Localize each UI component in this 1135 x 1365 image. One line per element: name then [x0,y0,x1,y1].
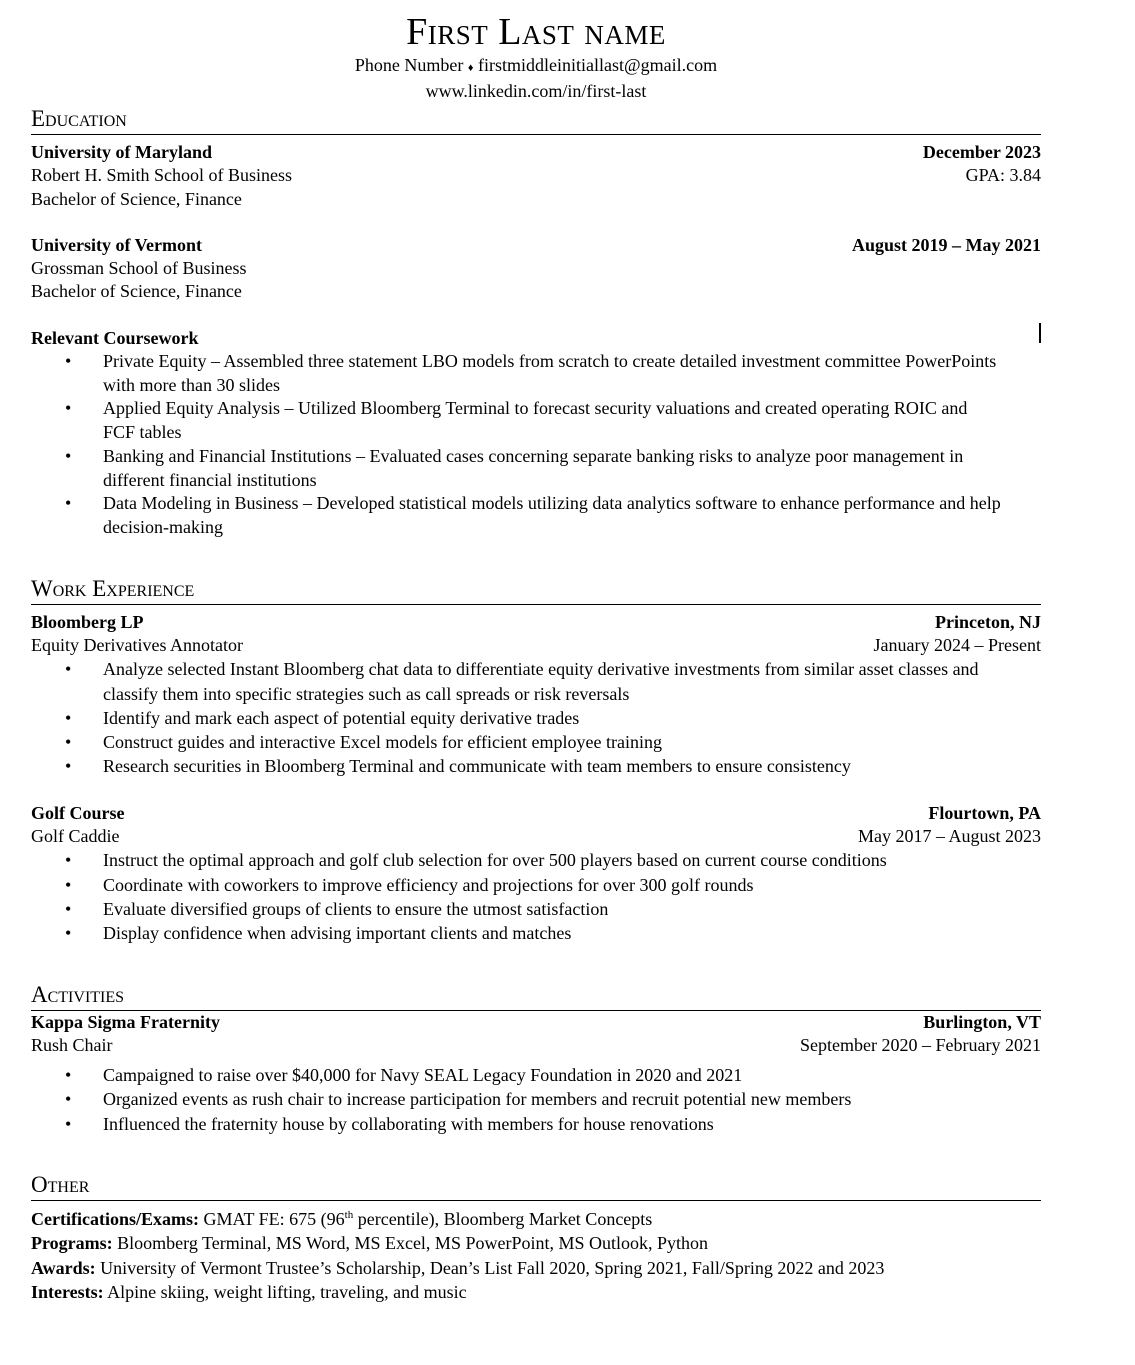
bullet-list [31,1063,1041,1136]
awards-text: University of Vermont Trustee’s Scholarship, Dean’s List Fall 2020, Spring 2021, Fall/Spring 2022 and 2023 [95,1257,885,1278]
spacer [31,779,1041,802]
row-left: Golf Course [31,802,125,823]
bullet-item: • Research securities in Bloomberg Terminal and communicate with team members to ensure consistency [31,754,1041,778]
education-line [31,164,1041,187]
education-header [31,141,1041,164]
cert-label: Certifications/Exams: [31,1209,199,1230]
coursework-heading: Relevant Coursework [31,327,199,348]
row-left: Bachelor of Science, Finance [31,188,242,209]
row-right: Burlington, VT [923,1011,1041,1032]
work-entries [31,611,1041,969]
awards-line [31,1256,1041,1280]
education-entries [31,141,1041,327]
entry-header [31,802,1041,825]
row-right: August 2019 – May 2021 [851,234,1041,255]
entry-header [31,1011,1041,1034]
bullet-item: • Analyze selected Instant Bloomberg chat data to differentiate equity derivative investments from similar asset classes and classify them into specific strategies such as call spreads or risk reversals [31,657,1041,706]
programs-line [31,1231,1041,1255]
bullet-item: • Influenced the fraternity house by collaborating with members for house renovations [31,1112,1041,1136]
row-right: December 2023 [922,142,1041,162]
coursework-list [31,350,1041,540]
bullet-list [31,657,1041,778]
interests-label: Interests: [31,1281,104,1302]
coursework-item: • Applied Equity Analysis – Utilized Bloomberg Terminal to forecast security valuations and created operating ROIC and FCF tables [31,397,1041,444]
entry-header [31,611,1041,634]
cert-sup: th [344,1209,354,1222]
entry-role [31,1034,1041,1057]
row-right: Flourtown, PA [928,802,1041,823]
row-left: Kappa Sigma Fraternity [31,1011,220,1032]
coursework-item: • Data Modeling in Business – Developed statistical models utilizing data analytics software to enhance performance and help decision-making [31,492,1041,539]
entry-role [31,634,1041,657]
education-line [31,257,1041,280]
row-left: Robert H. Smith School of Business [31,165,293,186]
contact-line [31,54,1041,80]
bullet-item: • Construct guides and interactive Excel models for efficient employee training [31,730,1041,754]
email: firstmiddleinitiallast@gmail.com [478,55,718,75]
spacer [31,211,1041,234]
linkedin: www.linkedin.com/in/first-last [425,81,647,101]
bullet-item: • Campaigned to raise over $40,000 for Navy SEAL Legacy Foundation in 2020 and 2021 [31,1063,1041,1087]
programs-label: Programs: [31,1233,113,1254]
row-right: September 2020 – February 2021 [800,1034,1041,1055]
section-heading-activities: Activities [31,982,1041,1011]
row-right: January 2024 – Present [873,635,1041,655]
education-line [31,188,1041,211]
row-left: University of Maryland [31,142,212,162]
row-right: Princeton, NJ [935,611,1041,632]
row-left: Grossman School of Business [31,258,247,279]
phone: Phone Number [354,55,464,75]
bullet-item: • Display confidence when advising important clients and matches [31,921,1041,945]
bullet-list [31,848,1041,945]
text-cursor [1039,323,1041,343]
row-right: May 2017 – August 2023 [857,826,1041,847]
bullet-item: • Identify and mark each aspect of potential equity derivative trades [31,706,1041,730]
row-left: Bloomberg LP [31,611,144,632]
programs-text: Bloomberg Terminal, MS Word, MS Excel, MS PowerPoint, MS Outlook, Python [112,1233,708,1254]
cert-text-2: percentile), Bloomberg Market Concepts [353,1209,653,1230]
bullet-item: • Evaluate diversified groups of clients to ensure the utmost satisfaction [31,897,1041,921]
cert-text: GMAT FE: 675 (96 [198,1209,345,1230]
activities-entries [31,1011,1041,1159]
section-heading-other: Other [31,1172,1041,1201]
row-left: Bachelor of Science, Finance [31,281,242,302]
row-left: Rush Chair [31,1034,113,1055]
awards-label: Awards: [31,1257,96,1278]
coursework-item: • Private Equity – Assembled three statement LBO models from scratch to create detailed investment committee PowerPoints with more than 30 slides [31,350,1041,397]
bullet-item: • Instruct the optimal approach and golf club selection for over 500 players based on current course conditions [31,848,1041,872]
spacer [31,946,1041,969]
spacer [31,1136,1041,1159]
bullet-item: • Organized events as rush chair to increase participation for members and recruit potential new members [31,1087,1041,1111]
entry-role [31,825,1041,848]
education-header [31,234,1041,257]
row-left: University of Vermont [31,234,202,255]
resume-name: First Last name [406,11,666,53]
row-left: Golf Caddie [31,826,120,847]
interests-line [31,1280,1041,1304]
certifications-line [31,1203,1041,1231]
resume-page [31,0,1041,1304]
interests-text: Alpine skiing, weight lifting, traveling, and music [103,1281,467,1302]
diamond-separator-icon: ♦ [467,62,474,74]
coursework-item: • Banking and Financial Institutions – Evaluated cases concerning separate banking risks to analyze poor management in different financial institutions [31,445,1041,492]
education-line [31,280,1041,303]
row-left: Equity Derivatives Annotator [31,635,243,655]
bullet-item: • Coordinate with coworkers to improve efficiency and projections for over 300 golf rounds [31,873,1041,897]
section-heading-work: Work Experience [31,576,1041,605]
spacer [31,304,1041,327]
section-heading-education: Education [31,106,1041,135]
row-right: GPA: 3.84 [965,165,1041,186]
